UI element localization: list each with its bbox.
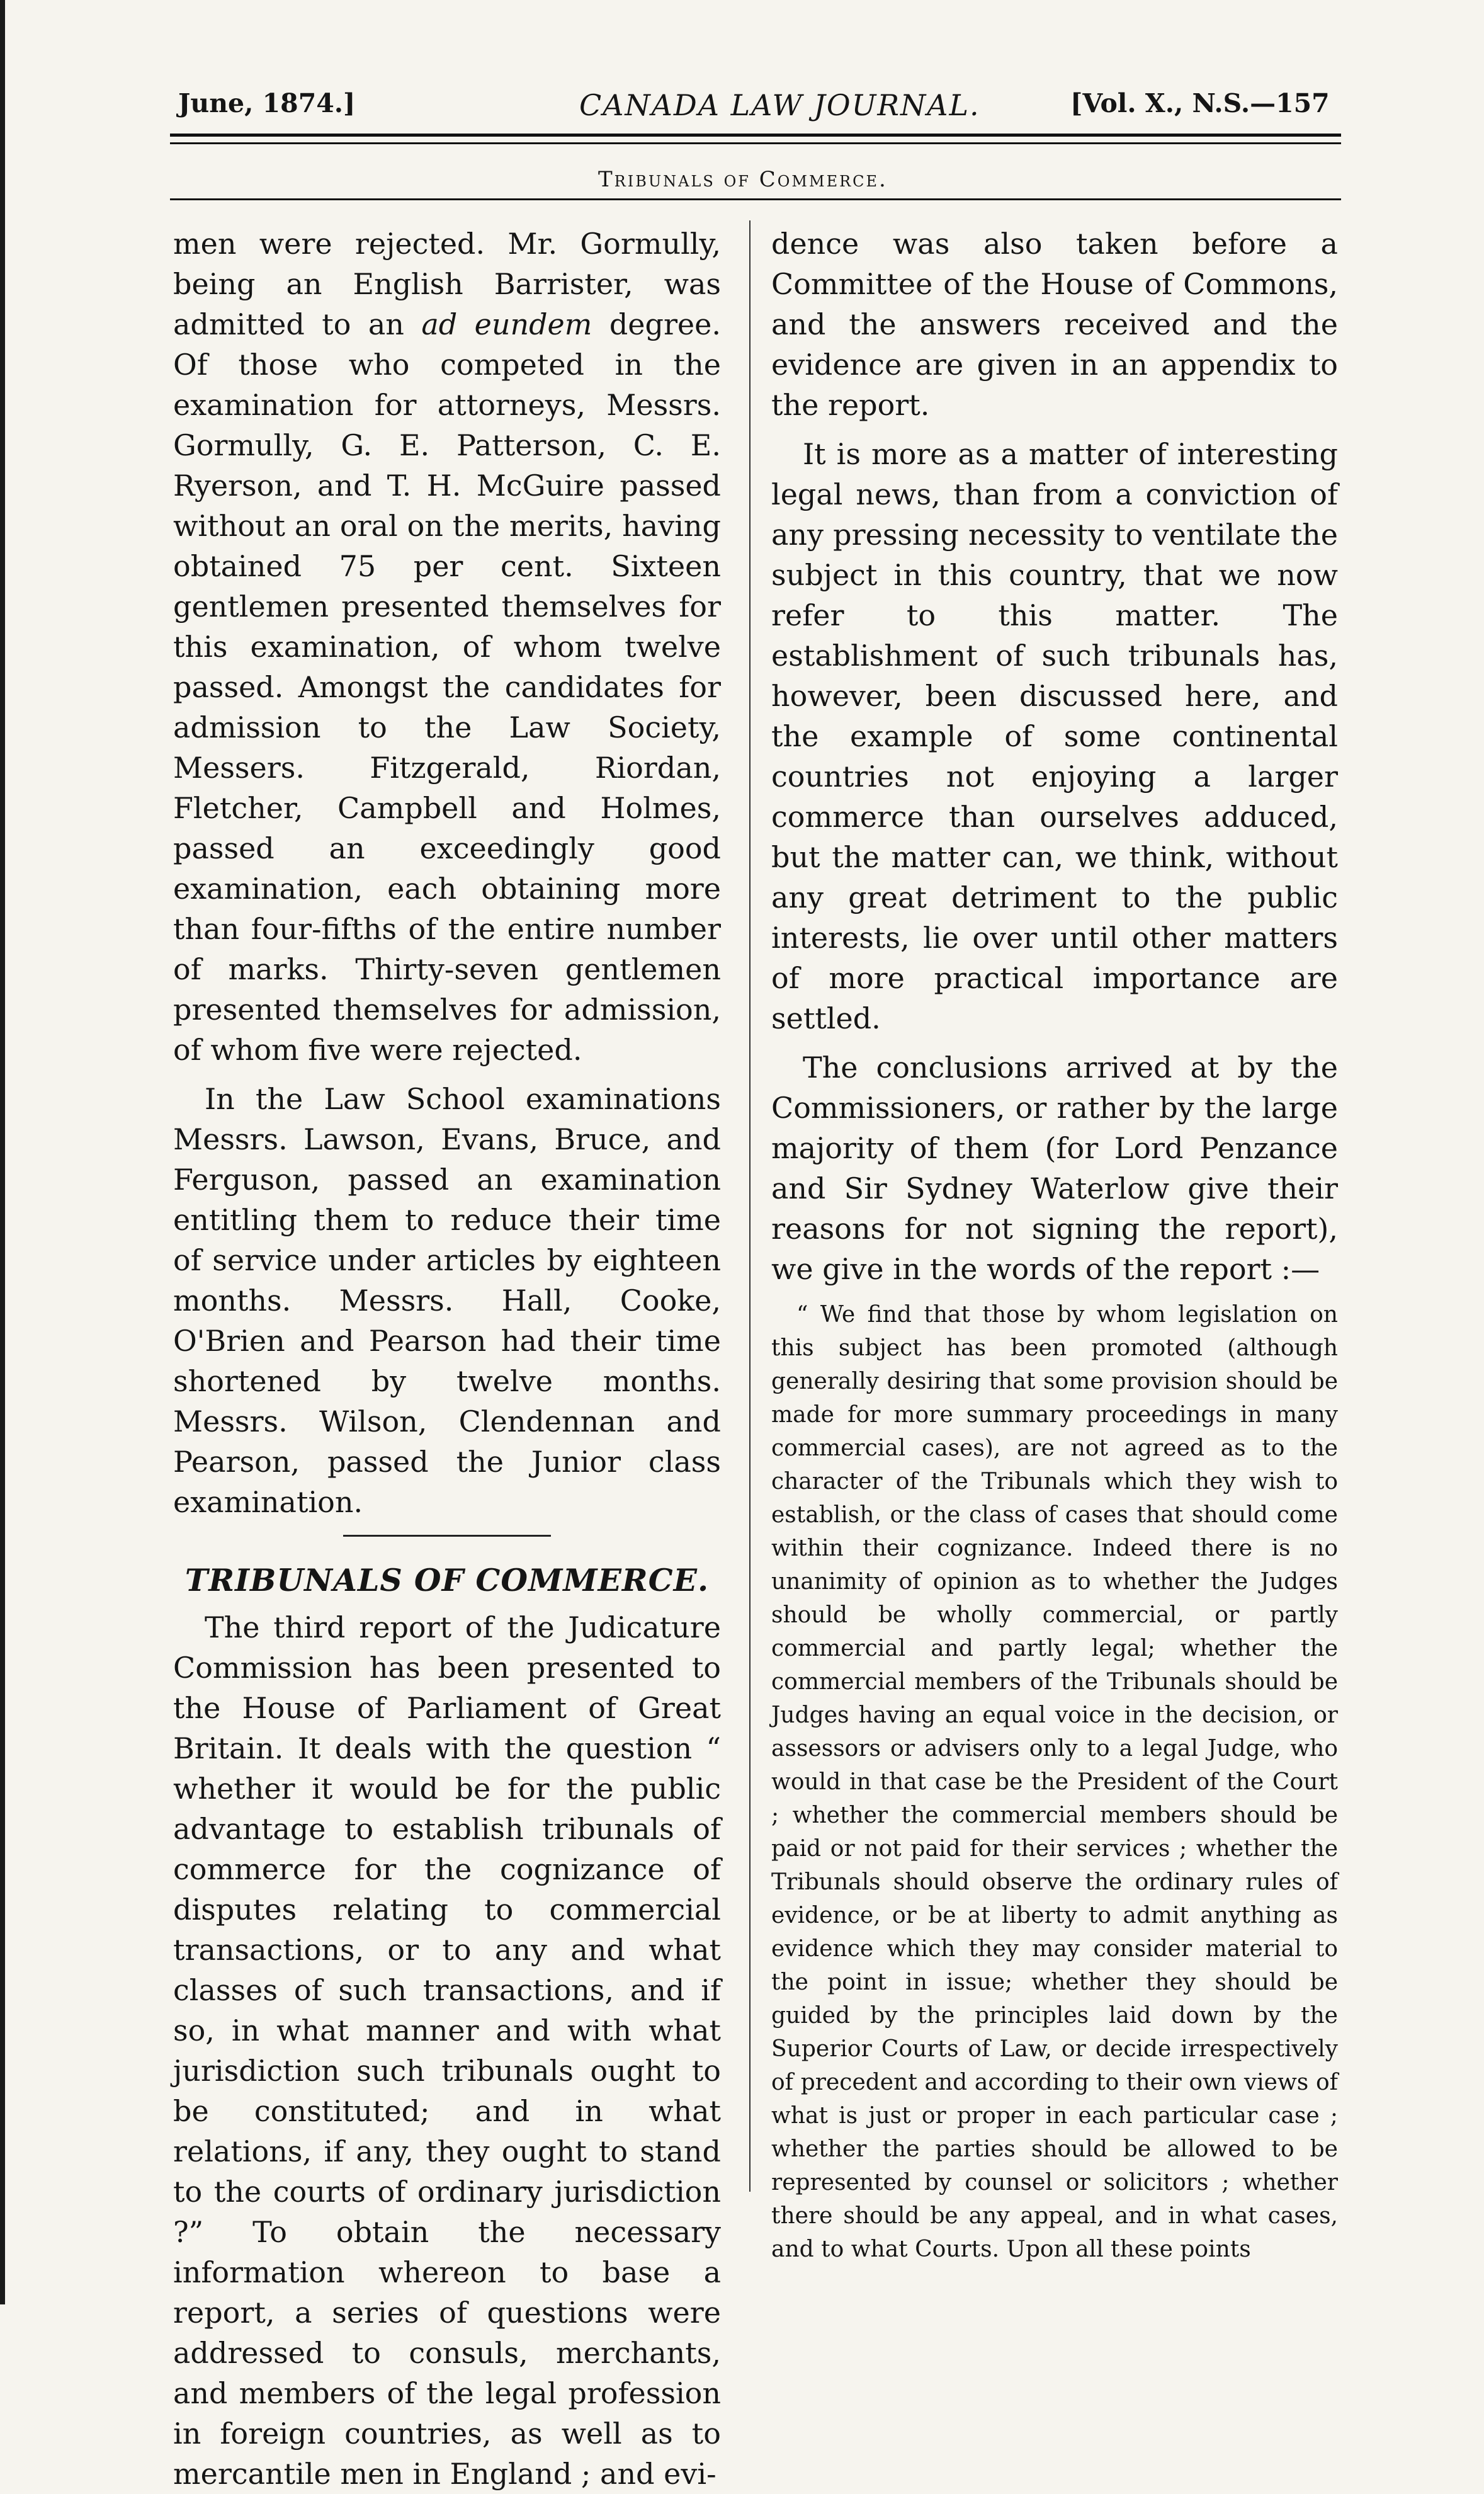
header-rule-thick [170,134,1341,137]
article-heading: TRIBUNALS OF COMMERCE. [184,1562,710,1598]
report-quotation: “ We find that those by whom legislation on this subject has been promoted (although generally desiring that some provision should be made for more summary proceedings in many commercial cases), are not agreed as to the character of the Tribunals which they wish to establish, or the class of cases that should come within their cognizance. Indeed there is no unanimity of opinion as to whether the Judges should be wholly commercial, or partly commercial and partly legal; whether the commercial members of the Tribunals should be Judges having an equal voice in the decision, or assessors or advisers only to a legal Judge, who would in that case be the President of the Court ; whether the commercial members should be paid or not paid for their services ; whether the Tribunals should observe the ordinary rules of evidence, or be at liberty to admit anything as evidence which they may consider material to the point in issue; whether they should be guided by the principles laid down by the Superior Courts of Law, or decide irrespectively of precedent and according to their own views of what is just or proper in each particular case ; whether the parties should be allowed to be represented by counsel or solicitors ; whether there should be any appeal, and in what cases, and to what Courts. Upon all these points [771,1302,1338,2262]
left-paragraph-2: In the Law School examinations Messrs. Lawson, Evans, Bruce, and Ferguson, passed an examination entitling them to reduce their time of service under articles by eighteen months. Messrs. Hall, Cooke, O'Brien and Pearson had their time shortened by twelve months. Messrs. Wilson, Clendennan and Pearson, passed the Junior class examination. [173,1082,721,1519]
header-date: June, 1874.] [178,88,356,118]
left-p1-italic: ad eundem [421,307,592,341]
header-volume-page: [Vol. X., N.S.—157 [1070,88,1330,118]
column-divider [749,220,750,2192]
left-p1-text-b: degree. Of those who competed in the examination for attorneys, Messrs. Gormully, G. E. Patterson, C. E. Ryerson, and T. H. McGuire passed without an oral on the merits, having obtained 75 per cent. Sixteen gentlemen presented themselves for this examination, of whom twelve passed. Amongst the candidates for admission to the Law Society, Messers. Fitzgerald, Riordan, Fletcher, Campbell and Holmes, passed an exceedingly good examination, each obtaining more than four-fifths of the entire number of marks. Thirty-seven gentlemen presented themselves for admission, of whom five were rejected. [173,307,721,1067]
right-paragraph-1: dence was also taken before a Committee of the House of Commons, and the answers received and the evidence are given in an appendix to the report. [771,227,1338,422]
left-paragraph-1 [173,224,721,1070]
scan-edge [0,0,5,2304]
section-rule [170,198,1341,200]
left-p1-text-a: men were rejected. Mr. Gormully, being an English Barrister, was admitted to an [173,227,721,341]
left-column [173,224,721,2494]
article-separator-rule [343,1535,551,1537]
right-column [771,224,1338,2266]
right-paragraph-2: It is more as a matter of interesting legal news, than from a conviction of any pressing necessity to ventilate the subject in this country, that we now refer to this matter. The establishment of such tribunals has, however, been discussed here, and the example of some continental countries not enjoying a larger commerce than ourselves adduced, but the matter can, we think, without any great detriment to the public interests, lie over until other matters of more practical importance are settled. [771,437,1338,1035]
right-paragraph-3: The conclusions arrived at by the Commissioners, or rather by the large majority of them (for Lord Penzance and Sir Sydney Waterlow give their reasons for not signing the report), we give in the words of the report :— [771,1051,1338,1286]
running-section-title: Tribunals of Commerce. [598,167,888,192]
left-paragraph-3: The third report of the Judicature Commission has been presented to the House of Parliament of Great Britain. It deals with the question “ whether it would be for the public advantage to establish tribunals of commerce for the cognizance of disputes relating to commercial transactions, or to any and what classes of such transactions, and if so, in what manner and with what jurisdiction such tribunals ought to be constituted; and in what relations, if any, they ought to stand to the courts of ordinary jurisdiction ?” To obtain the necessary information whereon to base a report, a series of questions were addressed to consuls, merchants, and members of the legal profession in foreign countries, as well as to mercantile men in England ; and evi- [173,1610,721,2491]
header-journal-title: CANADA LAW JOURNAL. [579,88,980,122]
header-rule-thin [170,142,1341,144]
